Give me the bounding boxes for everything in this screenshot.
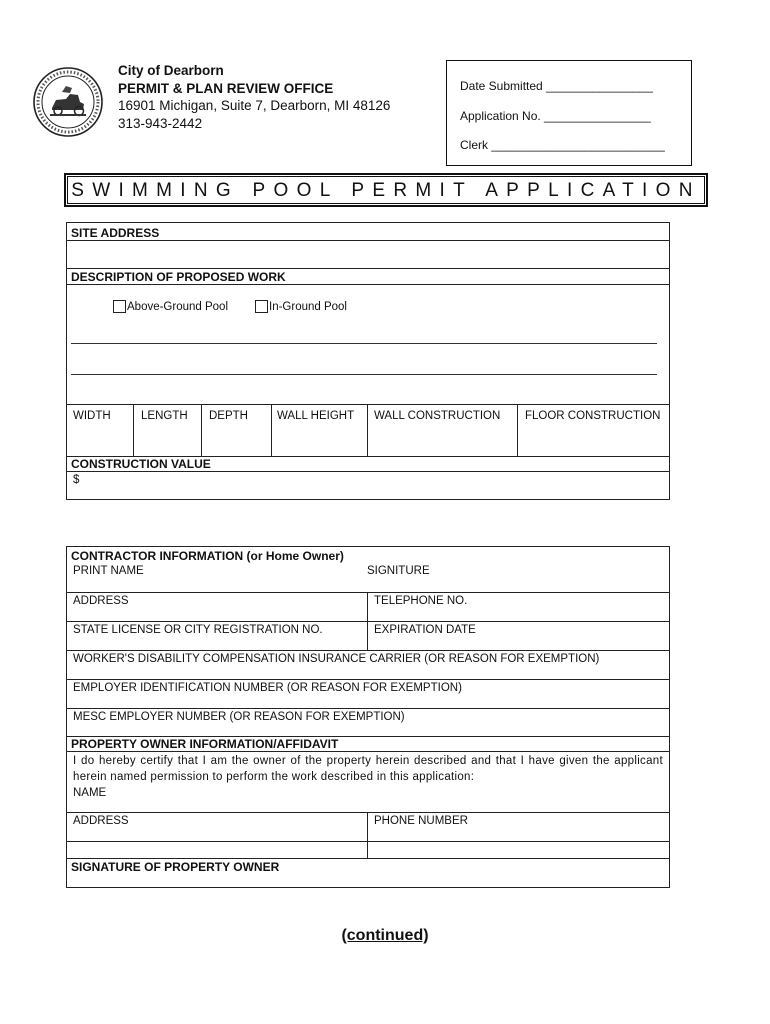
wall-construction-field[interactable]: WALL CONSTRUCTION [374,410,501,422]
city-name: City of Dearborn [118,63,224,78]
form-title-box [64,173,708,207]
workers-comp-field[interactable]: WORKER'S DISABILITY COMPENSATION INSURANCE CARRIER (OR REASON FOR EXEMPTION) [73,653,600,665]
office-use-box [446,60,692,166]
site-address-input[interactable] [67,241,669,268]
description-line-1[interactable] [71,343,657,344]
expiration-date-field[interactable]: EXPIRATION DATE [374,624,476,636]
owner-address-field[interactable]: ADDRESS [73,815,129,827]
site-address-label: SITE ADDRESS [71,226,160,240]
above-ground-checkbox[interactable] [113,300,126,313]
width-field[interactable]: WIDTH [73,410,111,422]
owner-name-field[interactable]: NAME [73,787,107,799]
continued-note: (continued) [341,927,429,944]
office-name: PERMIT & PLAN REVIEW OFFICE [118,80,334,96]
application-no-field[interactable]: Application No. ________________ [460,109,651,123]
contractor-address-field[interactable]: ADDRESS [73,595,129,607]
ein-field[interactable]: EMPLOYER IDENTIFICATION NUMBER (OR REASON FOR EXEMPTION) [73,682,462,694]
city-seal-logo [32,66,104,138]
form-title: SWIMMING POOL PERMIT APPLICATION [71,180,701,201]
description-line-2[interactable] [71,374,657,375]
construction-value-field[interactable]: $ [73,474,80,486]
length-field[interactable]: LENGTH [141,410,188,422]
construction-value-label: CONSTRUCTION VALUE [71,457,211,471]
in-ground-checkbox[interactable] [255,300,268,313]
above-ground-label: Above-Ground Pool [127,301,229,313]
in-ground-label: In-Ground Pool [269,301,347,313]
floor-construction-field[interactable]: FLOOR CONSTRUCTION [525,410,661,422]
print-name-field[interactable]: PRINT NAME [73,565,144,577]
owner-phone-field[interactable]: PHONE NUMBER [374,815,468,827]
office-header [118,62,390,132]
contractor-section [66,546,670,888]
office-address: 16901 Michigan, Suite 7, Dearborn, MI 48126 [118,98,391,113]
signature-field[interactable]: SIGNITURE [367,565,430,577]
license-field[interactable]: STATE LICENSE OR CITY REGISTRATION NO. [73,624,323,636]
owner-heading: PROPERTY OWNER INFORMATION/AFFIDAVIT [71,737,339,751]
telephone-field[interactable]: TELEPHONE NO. [374,595,468,607]
wall-height-field[interactable]: WALL HEIGHT [277,410,355,422]
office-phone: 313-943-2442 [118,115,203,131]
date-submitted-field[interactable]: Date Submitted ________________ [460,79,653,93]
affidavit-text: I do hereby certify that I am the owner of the property herein described and that I have given the applicant herein named permission to perform the work described in this application: [73,755,663,783]
contractor-heading: CONTRACTOR INFORMATION (or Home Owner) [71,549,344,563]
clerk-field[interactable]: Clerk __________________________ [460,138,665,152]
owner-signature-field[interactable]: SIGNATURE OF PROPERTY OWNER [71,860,280,874]
site-section [66,222,670,500]
depth-field[interactable]: DEPTH [209,410,248,422]
description-label: DESCRIPTION OF PROPOSED WORK [71,270,286,284]
mesc-field[interactable]: MESC EMPLOYER NUMBER (OR REASON FOR EXEMPTION) [73,711,405,723]
